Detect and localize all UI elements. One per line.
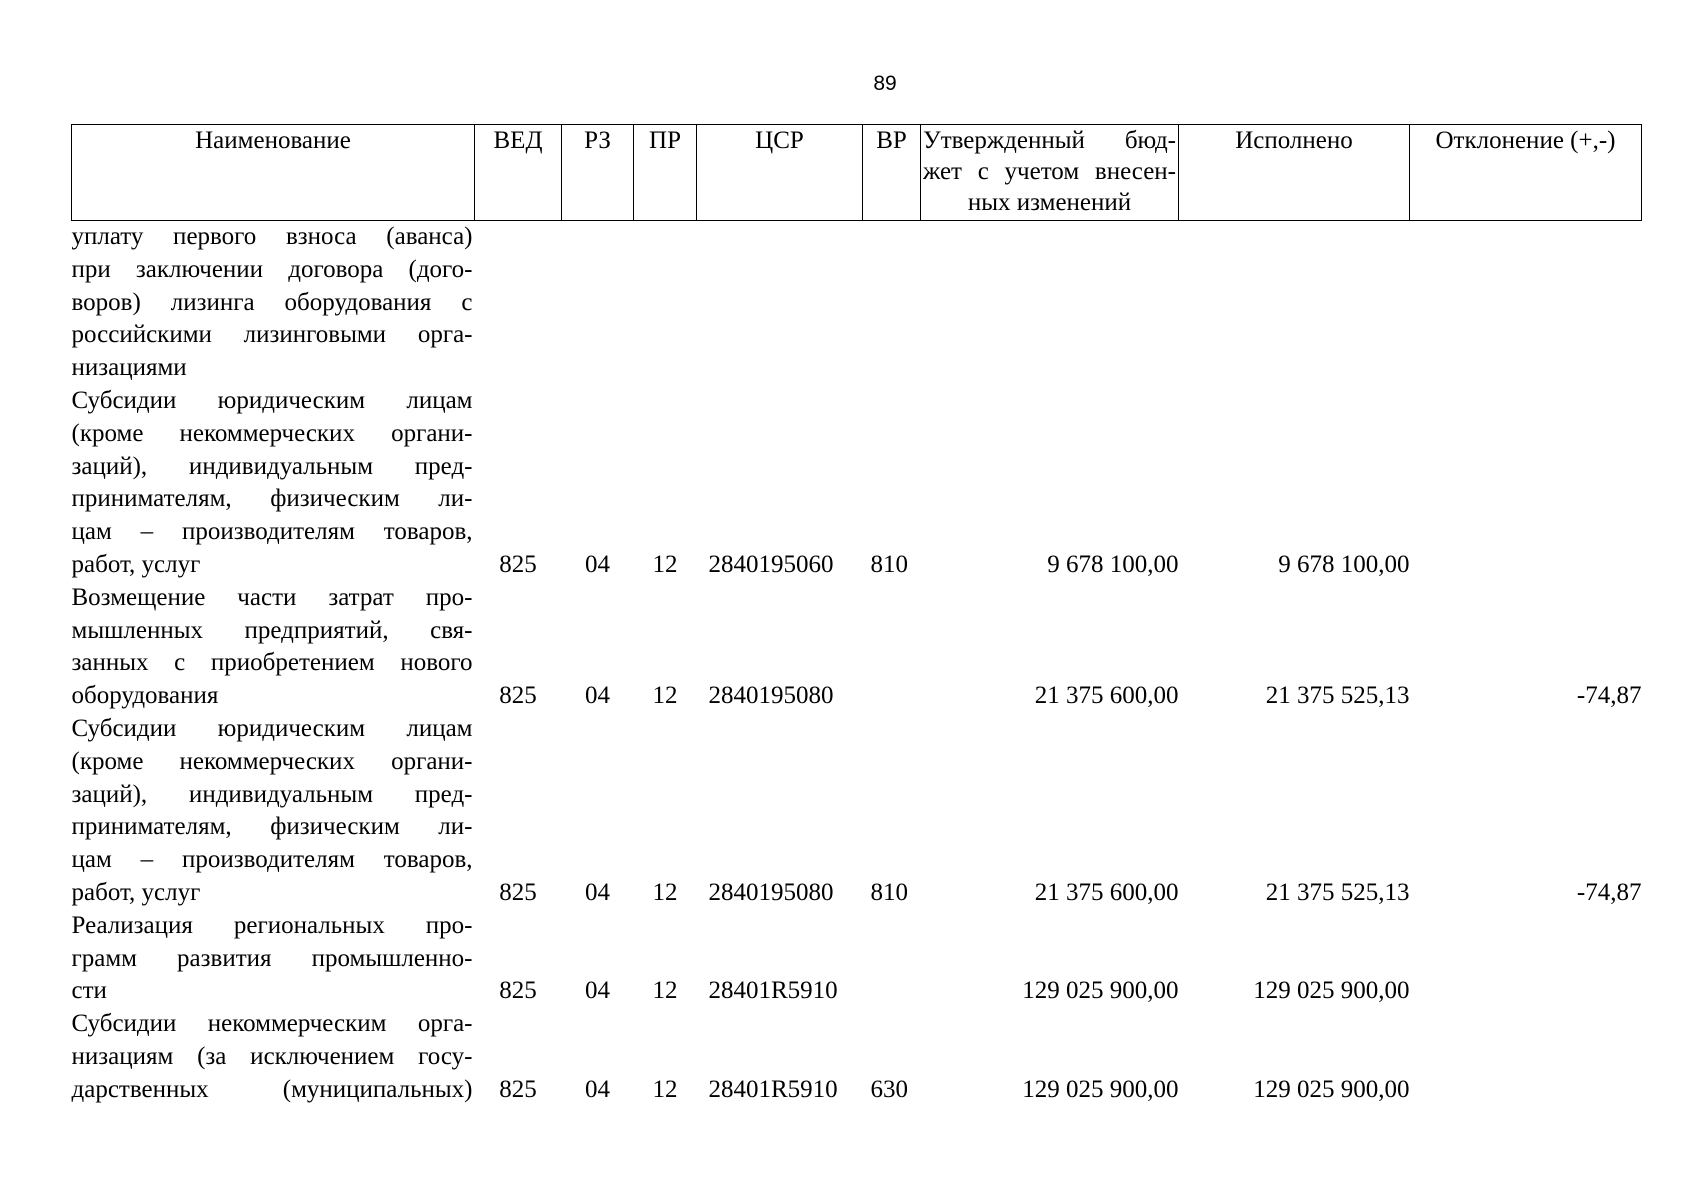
header-approved-budget [921, 125, 1179, 221]
cell-rz [562, 221, 634, 385]
cell-name [72, 910, 475, 1008]
header-vr: ВР [863, 125, 921, 221]
name-line: дарственных (муниципальных) [71, 1075, 473, 1103]
cell-name [72, 1008, 475, 1106]
cell-approved-budget: 21 375 600,00 [1034, 878, 1179, 906]
name-line: низациями [71, 354, 187, 382]
name-line: российскими лизинговыми орга- [71, 321, 473, 349]
cell-rz: 04 [585, 977, 610, 1005]
table-body [72, 221, 1642, 1107]
cell-executed: 21 375 525,13 [1265, 682, 1410, 710]
header-approved-budget-line: жет с учетом внесен- [923, 158, 1176, 185]
cell-vr: 810 [870, 878, 908, 906]
table-row [72, 713, 1642, 910]
cell-rz: 04 [585, 878, 610, 906]
cell-rz: 04 [585, 550, 610, 578]
name-line: работ, услуг [71, 550, 201, 578]
cell-approved-budget: 129 025 900,00 [1022, 977, 1179, 1005]
cell-name [72, 713, 475, 910]
name-line: уплату первого взноса (аванса) [71, 223, 473, 250]
cell-ved: 825 [499, 1075, 537, 1103]
name-line: Реализация региональных про- [71, 911, 473, 939]
cell-name [72, 582, 475, 713]
table-row [72, 385, 1642, 582]
cell-ved: 825 [499, 977, 537, 1005]
table-row [72, 1008, 1642, 1106]
table-header [72, 125, 1642, 221]
name-line: Субсидии юридическим лицам [71, 386, 473, 414]
name-line: занных с приобретением нового [71, 649, 473, 677]
name-line: цам – производителям товаров, [71, 846, 473, 874]
cell-ved: 825 [499, 682, 537, 710]
cell-approved-budget: 129 025 900,00 [1022, 1075, 1179, 1103]
cell-deviation: -74,87 [1576, 878, 1642, 906]
page-number: 89 [873, 72, 897, 95]
name-line: Субсидии юридическим лицам [71, 714, 473, 742]
cell-approved-budget: 9 678 100,00 [1047, 550, 1179, 578]
header-executed: Исполнено [1179, 125, 1410, 221]
name-line: грамм развития промышленно- [71, 944, 473, 972]
name-line: Возмещение части затрат про- [71, 583, 473, 611]
cell-csr: 2840195080 [708, 682, 834, 710]
name-line: цам – производителям товаров, [71, 518, 473, 546]
cell-vr: 630 [870, 1075, 908, 1103]
header-csr: ЦСР [697, 125, 863, 221]
header-name: Наименование [72, 125, 475, 221]
cell-pr: 12 [652, 682, 678, 710]
name-line: мышленных предприятий, свя- [71, 616, 473, 644]
cell-csr: 2840195060 [708, 550, 834, 578]
header-approved-budget-line: ных изменений [967, 189, 1132, 216]
cell-deviation [1410, 910, 1642, 1008]
cell-csr [697, 221, 863, 385]
cell-executed: 129 025 900,00 [1253, 1075, 1410, 1103]
name-line: при заключении договора (дого- [71, 255, 473, 283]
cell-executed: 129 025 900,00 [1253, 977, 1410, 1005]
table-row [72, 910, 1642, 1008]
cell-pr [634, 221, 697, 385]
cell-executed: 21 375 525,13 [1265, 878, 1410, 906]
cell-name [72, 385, 475, 582]
header-pr: ПР [634, 125, 697, 221]
cell-csr: 2840195080 [708, 878, 834, 906]
cell-vr: 810 [870, 550, 908, 578]
cell-vr [863, 910, 921, 1008]
cell-ved [475, 221, 562, 385]
budget-execution-table [71, 124, 1642, 1107]
cell-deviation [1410, 1008, 1642, 1106]
cell-vr [863, 221, 921, 385]
cell-rz: 04 [585, 682, 610, 710]
cell-approved-budget: 21 375 600,00 [1034, 682, 1179, 710]
cell-pr: 12 [652, 1075, 678, 1103]
header-approved-budget-line: Утвержденный бюд- [923, 127, 1176, 154]
cell-csr: 28401R5910 [708, 977, 838, 1005]
name-line: оборудования [71, 682, 219, 710]
cell-executed: 9 678 100,00 [1278, 550, 1410, 578]
name-line: воров) лизинга оборудования с [71, 288, 473, 316]
header-rz: РЗ [562, 125, 634, 221]
name-line: Субсидии некоммерческим орга- [71, 1010, 473, 1038]
cell-pr: 12 [652, 977, 678, 1005]
cell-vr [863, 582, 921, 713]
header-ved: ВЕД [475, 125, 562, 221]
table-row [72, 221, 1642, 385]
cell-approved-budget [921, 221, 1179, 385]
name-line: низациям (за исключением госу- [71, 1042, 473, 1070]
cell-ved: 825 [499, 878, 537, 906]
cell-rz: 04 [585, 1075, 610, 1103]
cell-deviation: -74,87 [1576, 682, 1642, 710]
cell-pr: 12 [652, 878, 678, 906]
name-line: заций), индивидуальным пред- [71, 452, 473, 480]
name-line: принимателям, физическим ли- [71, 485, 473, 513]
cell-csr: 28401R5910 [708, 1075, 838, 1103]
cell-deviation [1410, 221, 1642, 385]
name-line: (кроме некоммерческих органи- [71, 747, 473, 775]
table-row [72, 582, 1642, 713]
name-line: принимателям, физическим ли- [71, 813, 473, 841]
cell-pr: 12 [652, 550, 678, 578]
cell-name [72, 221, 475, 385]
name-line: работ, услуг [71, 878, 201, 906]
cell-deviation [1410, 385, 1642, 582]
cell-executed [1179, 221, 1410, 385]
name-line: заций), индивидуальным пред- [71, 780, 473, 808]
cell-ved: 825 [499, 550, 537, 578]
name-line: (кроме некоммерческих органи- [71, 419, 473, 447]
name-line: сти [71, 977, 107, 1005]
header-deviation: Отклонение (+,-) [1410, 125, 1642, 221]
